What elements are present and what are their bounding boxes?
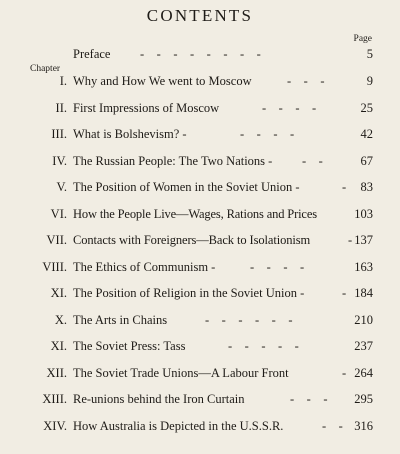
chapter-list: [0, 69, 400, 440]
chapter-row: [0, 122, 400, 149]
chapter-number: XI.: [50, 286, 67, 300]
chapter-row: [0, 334, 400, 361]
page-column-header: Page: [353, 34, 372, 44]
chapter-leader: - - -: [290, 392, 328, 406]
chapter-number: XIV.: [43, 418, 67, 433]
chapter-row: [0, 202, 400, 229]
chapter-title: The Russian People: The Two Nations -: [73, 153, 273, 168]
chapter-row: [0, 175, 400, 202]
chapter-leader: -: [342, 180, 347, 194]
chapter-page: 184: [354, 286, 373, 300]
chapter-row: [0, 361, 400, 388]
chapter-title: The Arts in Chains: [73, 312, 168, 327]
chapter-row: [0, 308, 400, 335]
chapter-title: The Position of Religion in the Soviet Union -: [73, 286, 305, 300]
chapter-number: X.: [54, 312, 67, 327]
chapter-title: The Position of Women in the Soviet Union -: [73, 180, 300, 194]
chapter-leader: - - - -: [240, 127, 295, 141]
chapter-row: [0, 414, 400, 441]
chapter-leader: - - -: [287, 74, 325, 88]
chapter-page: 83: [360, 180, 373, 194]
chapter-title: The Ethics of Communism -: [73, 259, 216, 274]
chapter-page: 137: [354, 233, 373, 247]
chapter-leader: -: [342, 365, 347, 380]
chapter-row: [0, 387, 400, 414]
chapter-title: How Australia is Depicted in the U.S.S.R.: [73, 418, 284, 433]
chapter-number: XI.: [50, 339, 67, 353]
chapter-title: What is Bolshevism? -: [73, 127, 187, 141]
chapter-page: 42: [360, 127, 373, 141]
chapter-title: Why and How We went to Moscow: [73, 74, 252, 88]
chapter-number: VII.: [46, 233, 67, 247]
chapter-leader: - -: [322, 418, 343, 433]
chapter-number: V.: [56, 180, 67, 194]
chapter-row: [0, 149, 400, 176]
chapter-title: The Soviet Trade Unions—A Labour Front: [73, 365, 289, 380]
chapter-page: 103: [354, 206, 373, 221]
chapter-title: How the People Live—Wages, Rations and Prices: [73, 206, 317, 221]
chapter-row: [0, 228, 400, 255]
chapter-row: [0, 96, 400, 123]
chapter-page: 163: [354, 259, 373, 274]
chapter-number: XIII.: [42, 392, 67, 406]
chapter-page: 9: [366, 74, 373, 88]
chapter-row: [0, 281, 400, 308]
chapter-leader: -: [342, 286, 347, 300]
chapter-leader: - -: [302, 153, 323, 168]
chapter-number: IV.: [52, 153, 67, 168]
chapter-title: First Impressions of Moscow: [73, 100, 220, 115]
chapter-leader: - - - - - -: [205, 312, 293, 327]
chapter-number: VIII.: [42, 259, 67, 274]
chapter-title: The Soviet Press: Tass: [73, 339, 186, 353]
chapter-number: VI.: [50, 206, 67, 221]
preface-label: Preface: [73, 47, 111, 61]
chapter-page: 67: [360, 153, 373, 168]
chapter-leader: - - - -: [262, 100, 317, 115]
chapter-page: 264: [354, 365, 373, 380]
chapter-page: 25: [360, 100, 373, 115]
chapter-row: [0, 255, 400, 282]
page-title: CONTENTS: [146, 6, 254, 25]
chapter-title: Contacts with Foreigners—Back to Isolationism: [73, 233, 311, 247]
chapter-page: 210: [354, 312, 373, 327]
chapter-number: III.: [51, 127, 67, 141]
chapter-column-header: Chapter: [30, 64, 61, 74]
chapter-page: 295: [354, 392, 373, 406]
chapter-row: [0, 69, 400, 96]
chapter-number: I.: [59, 74, 67, 88]
chapter-number: XII.: [46, 365, 67, 380]
chapter-number: II.: [55, 100, 67, 115]
chapter-leader: - - - -: [250, 259, 305, 274]
chapter-page: 316: [354, 418, 373, 433]
preface-page: 5: [366, 47, 373, 61]
chapter-page: 237: [354, 339, 373, 353]
preface-leader: - - - - - - - -: [140, 47, 261, 61]
chapter-leader: -: [348, 233, 353, 247]
chapter-title: Re-unions behind the Iron Curtain: [73, 392, 245, 406]
preface-entry: [0, 44, 400, 64]
chapter-leader: - - - - -: [228, 339, 299, 353]
